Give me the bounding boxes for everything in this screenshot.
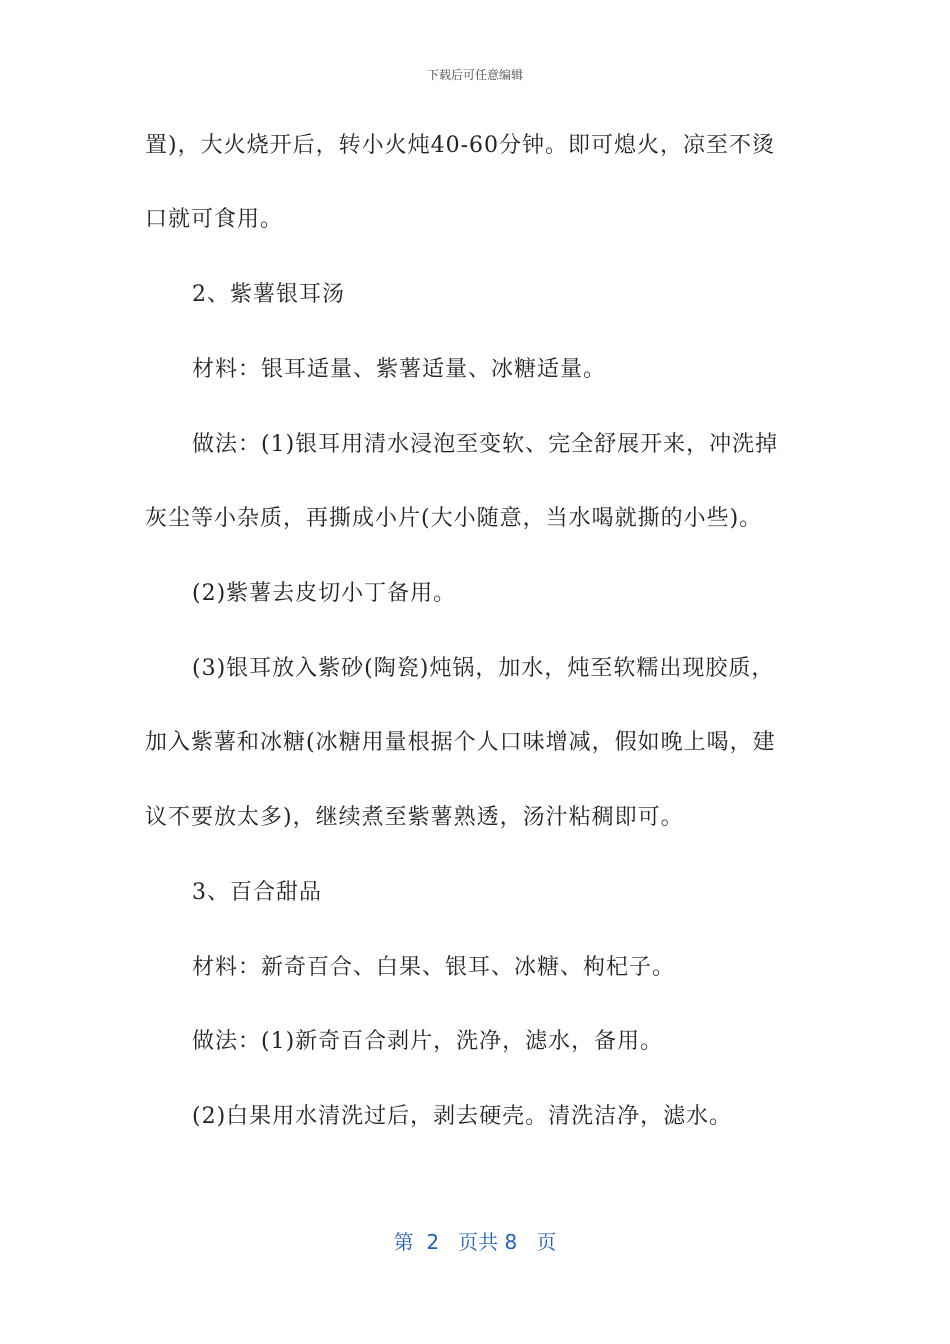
- section-heading: 2、紫薯银耳汤: [192, 282, 345, 307]
- page-number-footer: 第 2 页共 8 页: [393, 1230, 557, 1254]
- page-header: 下载后可任意编辑: [426, 68, 523, 82]
- paragraph-line: (3)银耳放入紫砂(陶瓷)炖锅，加水，炖至软糯出现胶质，: [192, 656, 775, 681]
- paragraph-line: 议不要放太多)，继续煮至紫薯熟透，汤汁粘稠即可。: [145, 805, 684, 830]
- paragraph-line: 材料：银耳适量、紫薯适量、冰糖适量。: [192, 357, 607, 382]
- paragraph-line: 口就可食用。: [145, 207, 284, 232]
- paragraph-line: (2)白果用水清洗过后，剥去硬壳。清洗洁净，滤水。: [192, 1104, 733, 1129]
- paragraph-line: 做法：(1)新奇百合剥片，洗净，滤水，备用。: [192, 1029, 664, 1054]
- paragraph-line: 置)，大火烧开后，转小火炖40-60分钟。即可熄火，凉至不烫: [145, 133, 776, 158]
- paragraph-line: 做法：(1)银耳用清水浸泡至变软、完全舒展开来，冲洗掉: [192, 432, 779, 457]
- section-heading: 3、百合甜品: [192, 880, 322, 905]
- paragraph-line: 加入紫薯和冰糖(冰糖用量根据个人口味增减，假如晚上喝，建: [145, 730, 776, 755]
- paragraph-line: 灰尘等小杂质，再撕成小片(大小随意，当水喝就撕的小些)。: [145, 506, 763, 531]
- paragraph-line: (2)紫薯去皮切小丁备用。: [192, 581, 457, 606]
- paragraph-line: 材料：新奇百合、白果、银耳、冰糖、枸杞子。: [192, 955, 676, 980]
